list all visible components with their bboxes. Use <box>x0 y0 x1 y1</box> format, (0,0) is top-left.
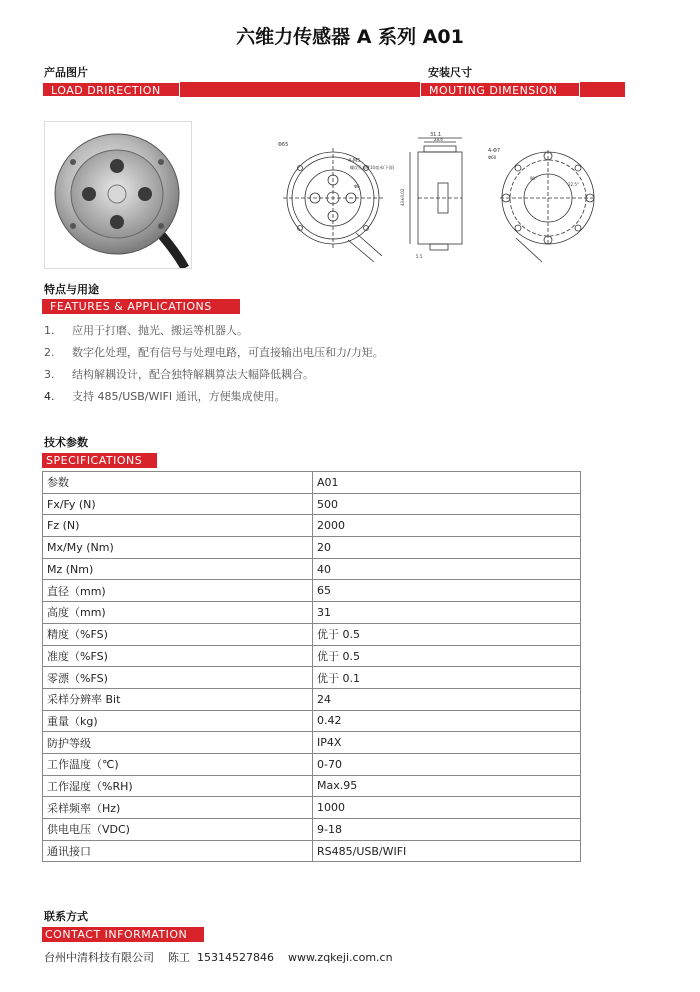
table-row <box>43 515 581 537</box>
mounting-drawings <box>278 128 623 266</box>
table-row <box>43 819 581 841</box>
spec-param: 精度（%FS) <box>43 623 313 645</box>
table-row <box>43 688 581 710</box>
spec-param: 采样分辨率 Bit <box>43 688 313 710</box>
spec-param: Mz (Nm) <box>43 558 313 580</box>
contact-en-label: CONTACT INFORMATION <box>45 928 188 941</box>
spec-param: 重量（kg) <box>43 710 313 732</box>
back-view-drawing <box>500 150 596 262</box>
front-dim-5: 4-M5 <box>348 158 361 164</box>
spec-value: 1000 <box>313 797 581 819</box>
front-dim-4: Φ6 <box>354 184 360 189</box>
side-dim-5: 43±0.02 <box>400 188 405 206</box>
side-dim-6: 5.5 <box>416 254 423 259</box>
spec-value: 31 <box>313 602 581 624</box>
table-row <box>43 645 581 667</box>
feature-text: 支持 485/USB/WIFI 通讯，方便集成使用。 <box>72 390 286 403</box>
mounting-heading: 安装尺寸 <box>428 66 472 79</box>
back-dim-2: Φ60 <box>488 155 497 160</box>
specs-en-label: SPECIFICATIONS <box>46 454 143 467</box>
table-row <box>43 753 581 775</box>
table-row <box>43 797 581 819</box>
page-title: 六维力传感器 A 系列 A01 <box>236 26 464 48</box>
sensor-photo-illustration <box>45 122 191 268</box>
spec-value: A01 <box>313 472 581 494</box>
product-image-en-label: LOAD DRIRECTION <box>42 82 180 97</box>
features-en-label: FEATURES & APPLICATIONS <box>50 300 212 313</box>
feature-text: 结构解耦设计，配合独特解耦算法大幅降低耦合。 <box>72 368 314 381</box>
side-dim-2: 28.6 <box>434 137 443 142</box>
spec-param: 采样频率（Hz) <box>43 797 313 819</box>
contact-line: 台州中清科技有限公司 陈工 15314527846 www.zqkeji.com.cn <box>44 951 393 964</box>
spec-param: Fx/Fy (N) <box>43 493 313 515</box>
table-row <box>43 667 581 689</box>
side-view-drawing <box>410 138 462 250</box>
spec-value: 500 <box>313 493 581 515</box>
spec-value: 优于 0.1 <box>313 667 581 689</box>
table-row <box>43 775 581 797</box>
feature-number: 3. <box>44 368 55 381</box>
back-dim-4: 90° <box>530 176 538 181</box>
spec-value: 40 <box>313 558 581 580</box>
product-image-heading: 产品图片 <box>44 66 88 79</box>
features-heading: 特点与用途 <box>44 283 99 296</box>
feature-item-1 <box>44 322 248 338</box>
spec-value: 优于 0.5 <box>313 623 581 645</box>
feature-number: 4. <box>44 390 55 403</box>
feature-item-3 <box>44 366 314 382</box>
spec-param: 供电电压（VDC) <box>43 819 313 841</box>
spec-value: 0.42 <box>313 710 581 732</box>
spec-param: 工作温度（℃) <box>43 753 313 775</box>
spec-param: 防护等级 <box>43 732 313 754</box>
table-row <box>43 840 581 862</box>
feature-number: 2. <box>44 346 55 359</box>
front-dim-1: Φ65 <box>278 142 289 148</box>
specs-table <box>42 471 581 862</box>
table-row <box>43 472 581 494</box>
spec-param: 工作湿度（%RH) <box>43 775 313 797</box>
side-dim-1: 31.1 <box>430 132 442 138</box>
spec-value: 65 <box>313 580 581 602</box>
spec-value: 0-70 <box>313 753 581 775</box>
feature-item-2 <box>44 344 384 360</box>
spec-value: 优于 0.5 <box>313 645 581 667</box>
table-row <box>43 623 581 645</box>
spec-param: 通讯接口 <box>43 840 313 862</box>
spec-param: 高度（mm) <box>43 602 313 624</box>
spec-param: Fz (N) <box>43 515 313 537</box>
spec-param: 直径（mm) <box>43 580 313 602</box>
spec-param: 零漂（%FS) <box>43 667 313 689</box>
specs-heading: 技术参数 <box>44 436 88 449</box>
front-dim-6: 螺纹孔深度10毫米(下面) <box>350 165 395 170</box>
spec-value: Max.95 <box>313 775 581 797</box>
back-dim-1: 4-Φ7 <box>488 148 501 154</box>
table-row <box>43 602 581 624</box>
table-row <box>43 558 581 580</box>
spec-value: 9-18 <box>313 819 581 841</box>
table-row <box>43 493 581 515</box>
feature-number: 1. <box>44 324 55 337</box>
table-row <box>43 580 581 602</box>
spec-value: 20 <box>313 537 581 559</box>
feature-item-4 <box>44 388 286 404</box>
mounting-en-label: MOUTING DIMENSION <box>420 82 580 97</box>
table-row <box>43 710 581 732</box>
spec-value: 24 <box>313 688 581 710</box>
spec-value: IP4X <box>313 732 581 754</box>
feature-text: 数字化处理，配有信号与处理电路，可直接输出电压和力/力矩。 <box>72 346 384 359</box>
spec-param: Mx/My (Nm) <box>43 537 313 559</box>
table-row <box>43 732 581 754</box>
spec-value: 2000 <box>313 515 581 537</box>
contact-heading: 联系方式 <box>44 910 88 923</box>
spec-param: 准度（%FS) <box>43 645 313 667</box>
dimension-drawing <box>278 128 623 266</box>
back-dim-5: 22.5° <box>568 182 579 187</box>
spec-param: 参数 <box>43 472 313 494</box>
product-photo <box>44 121 192 269</box>
table-row <box>43 537 581 559</box>
spec-value: RS485/USB/WIFI <box>313 840 581 862</box>
feature-text: 应用于打磨、抛光、搬运等机器人。 <box>72 324 248 337</box>
